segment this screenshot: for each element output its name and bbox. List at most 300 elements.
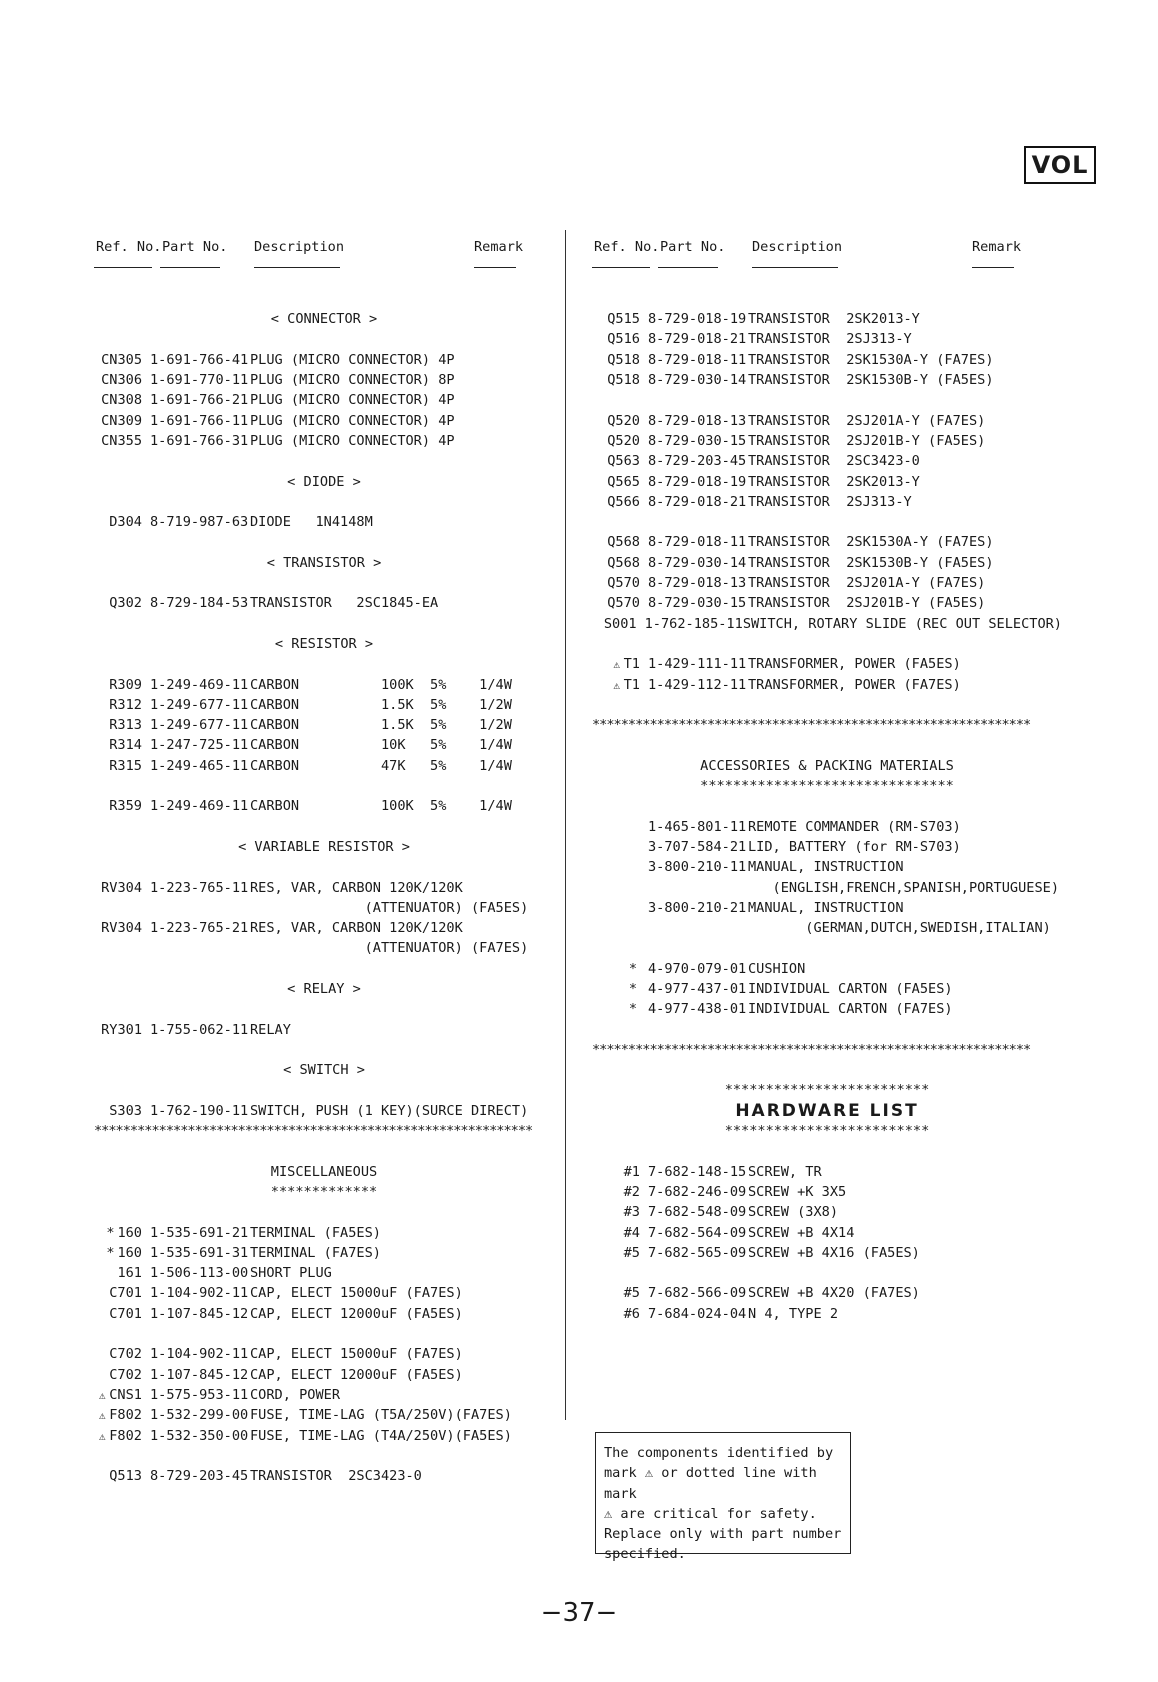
spacer — [94, 329, 554, 349]
part-no-cell: 1-755-062-11 — [150, 1021, 249, 1038]
header-description: Description — [752, 238, 843, 255]
part-row — [94, 1405, 554, 1425]
part-row — [592, 309, 1062, 329]
ref-no-text: R315 — [109, 757, 142, 774]
description-cell: TRANSFORMER, POWER (FA5ES) — [748, 656, 961, 673]
part-no-cell: 8-729-030-14 — [648, 372, 747, 389]
ref-no-cell — [592, 898, 648, 918]
part-row — [592, 898, 1062, 918]
part-row — [592, 1243, 1062, 1263]
ref-no-cell — [592, 1243, 648, 1263]
part-row — [592, 1182, 1062, 1202]
ref-no-cell — [592, 1283, 648, 1303]
section-heading: < DIODE > — [287, 473, 361, 490]
part-row — [94, 695, 554, 715]
ref-no-cell — [94, 1101, 150, 1121]
part-row — [94, 1223, 554, 1243]
part-no-cell: 8-729-030-15 — [648, 432, 747, 449]
ref-no-cell — [592, 959, 648, 979]
ref-no-text: #2 — [623, 1183, 640, 1200]
left-column — [94, 196, 554, 1527]
section-heading: MISCELLANEOUS — [270, 1163, 378, 1180]
header-remark: Remark — [474, 238, 524, 255]
section-heading: ACCESSORIES & PACKING MATERIALS — [700, 757, 954, 774]
section-heading: ************************* — [724, 1082, 930, 1099]
part-row — [592, 553, 1062, 573]
header-underline — [658, 267, 718, 268]
description-cell: TRANSISTOR 2SK2013-Y — [748, 311, 920, 328]
part-row — [94, 675, 554, 695]
spacer — [94, 614, 554, 634]
ref-no-cell — [94, 898, 150, 918]
part-row — [94, 1365, 554, 1385]
part-row — [94, 350, 554, 370]
description-cell: SWITCH, ROTARY SLIDE (REC OUT SELECTOR) — [742, 615, 1062, 632]
part-no-cell: 8-729-018-21 — [648, 493, 747, 510]
ref-no-text: R359 — [109, 798, 142, 815]
ref-no-cell — [592, 1182, 648, 1202]
part-row — [592, 1162, 1062, 1182]
ref-no-text: Q518 — [607, 351, 640, 368]
header-underline — [474, 267, 516, 268]
ref-no-text: #5 — [623, 1244, 640, 1261]
part-row — [94, 878, 554, 898]
spacer — [592, 938, 1062, 958]
part-row — [592, 918, 1062, 938]
part-row — [592, 817, 1062, 837]
ref-no-cell — [592, 614, 645, 634]
part-row — [592, 857, 1062, 877]
ref-no-cell — [592, 553, 648, 573]
spacer — [592, 695, 1062, 715]
part-no-cell: 8-729-018-13 — [648, 575, 747, 592]
description-cell: TRANSISTOR 2SK1530B-Y (FA5ES) — [748, 372, 994, 389]
section-heading: < TRANSISTOR > — [266, 554, 382, 571]
asterisk-separator: ************************************************************* — [592, 717, 1031, 734]
ref-no-text: #6 — [623, 1305, 640, 1322]
part-row — [592, 837, 1062, 857]
description-cell: PLUG (MICRO CONNECTOR) 4P — [250, 412, 455, 429]
part-row — [592, 999, 1062, 1019]
description-cell: TRANSISTOR 2SK1530A-Y (FA7ES) — [748, 351, 994, 368]
ref-no-cell — [94, 1466, 150, 1486]
description-cell: CARBON 47K 5% 1/4W — [250, 757, 512, 774]
safety-warning-icon: ⚠ — [98, 1429, 106, 1443]
part-no-cell — [648, 878, 748, 898]
part-no-cell: 1-249-469-11 — [150, 798, 249, 815]
section-heading: < VARIABLE RESISTOR > — [238, 838, 410, 855]
description-cell: CAP, ELECT 15000uF (FA7ES) — [250, 1285, 463, 1302]
part-no-cell: 1-223-765-11 — [150, 879, 249, 896]
part-no-cell: 3-800-210-11 — [648, 859, 747, 876]
ref-no-text: CN306 — [101, 372, 142, 389]
part-row — [592, 614, 1062, 634]
safety-note: The components identified by mark ⚠ or dotted line with mark ⚠ are critical for safety. Replace only with part number specified. — [595, 1432, 851, 1554]
description-cell: CARBON 10K 5% 1/4W — [250, 737, 512, 754]
part-no-cell: 8-729-018-19 — [648, 311, 747, 328]
column-divider — [565, 230, 566, 1420]
part-no-cell: 1-532-350-00 — [150, 1427, 249, 1444]
ref-no-text: CNS1 — [109, 1386, 142, 1403]
part-no-cell: 4-977-437-01 — [648, 980, 747, 997]
part-row — [592, 350, 1062, 370]
part-no-cell: 8-729-018-11 — [648, 534, 747, 551]
part-row — [94, 1283, 554, 1303]
part-no-cell: 1-104-902-11 — [150, 1285, 249, 1302]
description-cell: MANUAL, INSTRUCTION — [748, 899, 904, 916]
ref-no-text: C702 — [109, 1346, 142, 1363]
section-heading: < CONNECTOR > — [270, 311, 378, 328]
section-heading: ******************************* — [700, 778, 954, 795]
header-description: Description — [254, 238, 345, 255]
ref-no-cell — [94, 1283, 150, 1303]
part-no-cell: 1-247-725-11 — [150, 737, 249, 754]
description-cell: LID, BATTERY (for RM-S703) — [748, 838, 961, 855]
ref-no-cell — [94, 918, 150, 938]
ref-no-text: #3 — [623, 1204, 640, 1221]
part-no-cell: 1-104-902-11 — [150, 1346, 249, 1363]
part-row — [94, 898, 554, 918]
spacer — [592, 796, 1062, 816]
part-no-cell: 4-970-079-01 — [648, 960, 747, 977]
right-column-header — [592, 237, 1062, 269]
part-row — [592, 573, 1062, 593]
description-cell: (ENGLISH,FRENCH,SPANISH,PORTUGUESE) — [748, 879, 1059, 896]
part-row — [94, 512, 554, 532]
part-no-cell: 1-506-113-00 — [150, 1265, 249, 1282]
ref-no-text: Q570 — [607, 595, 640, 612]
description-cell: SCREW +B 4X16 (FA5ES) — [748, 1244, 920, 1261]
description-cell: TRANSISTOR 2SJ313-Y — [748, 331, 912, 348]
description-cell: (ATTENUATOR) (FA5ES) — [250, 899, 529, 916]
part-row — [94, 938, 554, 958]
part-no-cell: 1-691-770-11 — [150, 372, 249, 389]
part-no-cell: 8-729-184-53 — [150, 595, 249, 612]
header-underline — [94, 267, 152, 268]
ref-no-cell — [94, 512, 150, 532]
ref-no-text: R309 — [109, 676, 142, 693]
description-cell: INDIVIDUAL CARTON (FA7ES) — [748, 1001, 953, 1018]
description-cell: PLUG (MICRO CONNECTOR) 4P — [250, 392, 455, 409]
ref-no-cell — [94, 1405, 150, 1425]
spacer — [94, 1202, 554, 1222]
description-cell: RES, VAR, CARBON 120K/120K — [250, 920, 463, 937]
ref-no-cell — [94, 1020, 150, 1040]
ref-no-cell — [592, 918, 648, 938]
part-no-cell: 8-729-203-45 — [648, 453, 747, 470]
part-no-cell: 8-729-018-21 — [648, 331, 747, 348]
ref-no-text: Q516 — [607, 331, 640, 348]
description-cell: PLUG (MICRO CONNECTOR) 4P — [250, 432, 455, 449]
asterisk-mark: * — [628, 980, 638, 997]
description-cell: CARBON 100K 5% 1/4W — [250, 798, 512, 815]
header-underline — [254, 267, 340, 268]
description-cell: TRANSISTOR 2SC3423-0 — [748, 453, 920, 470]
ref-no-cell — [592, 451, 648, 471]
part-row — [94, 411, 554, 431]
ref-no-text: CN355 — [101, 432, 142, 449]
ref-no-text: RV304 — [101, 879, 142, 896]
part-no-cell: 7-684-024-04 — [648, 1305, 747, 1322]
ref-no-text: Q565 — [607, 473, 640, 490]
ref-no-text: 160 — [117, 1244, 142, 1261]
part-no-cell: 1-465-801-11 — [648, 818, 747, 835]
part-row — [592, 1223, 1062, 1243]
ref-no-cell — [94, 756, 150, 776]
ref-no-text: Q520 — [607, 412, 640, 429]
part-no-cell: 1-223-765-21 — [150, 920, 249, 937]
part-no-cell — [150, 938, 250, 958]
part-row — [94, 593, 554, 613]
ref-no-text: RY301 — [101, 1021, 142, 1038]
spacer — [592, 390, 1062, 410]
description-cell: CARBON 100K 5% 1/4W — [250, 676, 512, 693]
description-cell: SCREW +K 3X5 — [748, 1183, 847, 1200]
header-remark: Remark — [972, 238, 1022, 255]
header-underline — [592, 267, 650, 268]
part-row — [592, 329, 1062, 349]
ref-no-text: CN309 — [101, 412, 142, 429]
ref-no-cell — [592, 532, 648, 552]
ref-no-cell — [94, 1243, 150, 1263]
description-cell: PLUG (MICRO CONNECTOR) 4P — [250, 351, 455, 368]
part-no-cell: 8-729-030-14 — [648, 554, 747, 571]
description-cell: N 4, TYPE 2 — [748, 1305, 839, 1322]
part-no-cell: 3-707-584-21 — [648, 838, 747, 855]
section-heading: ************* — [270, 1183, 378, 1200]
asterisk-mark: * — [106, 1244, 115, 1261]
part-row — [592, 1304, 1062, 1324]
asterisk-mark: * — [106, 1224, 115, 1241]
safety-warning-icon: ⚠ — [613, 678, 620, 692]
part-no-cell: 1-762-185-11 — [644, 615, 743, 632]
part-no-cell: 7-682-148-15 — [648, 1163, 747, 1180]
description-cell: TRANSISTOR 2SJ201B-Y (FA5ES) — [748, 595, 986, 612]
ref-no-text: Q515 — [607, 311, 640, 328]
ref-no-cell — [592, 1202, 648, 1222]
spacer — [94, 1080, 554, 1100]
description-cell: TRANSISTOR 2SJ201A-Y (FA7ES) — [748, 412, 986, 429]
part-no-cell: 7-682-566-09 — [648, 1285, 747, 1302]
ref-no-text: S303 — [109, 1102, 142, 1119]
ref-no-text: T1 — [623, 656, 640, 673]
part-no-cell: 1-532-299-00 — [150, 1407, 249, 1424]
description-cell: TRANSISTOR 2SJ313-Y — [748, 493, 912, 510]
part-no-cell: 4-977-438-01 — [648, 1001, 747, 1018]
spacer — [94, 654, 554, 674]
description-cell: (ATTENUATOR) (FA7ES) — [250, 940, 529, 957]
ref-no-text: Q520 — [607, 432, 640, 449]
ref-no-cell — [94, 695, 150, 715]
section-heading: < RELAY > — [287, 980, 361, 997]
part-no-cell: 8-729-018-13 — [648, 412, 747, 429]
part-row — [592, 593, 1062, 613]
spacer — [94, 959, 554, 979]
part-row — [94, 370, 554, 390]
part-no-cell: 8-729-018-19 — [648, 473, 747, 490]
ref-no-text: C701 — [109, 1285, 142, 1302]
part-row — [592, 654, 1062, 674]
asterisk-mark: * — [628, 1001, 638, 1018]
part-row — [592, 451, 1062, 471]
description-cell: FUSE, TIME-LAG (T4A/250V)(FA5ES) — [250, 1427, 512, 1444]
part-row — [94, 735, 554, 755]
ref-no-text: 161 — [117, 1265, 142, 1282]
part-no-cell: 3-800-210-21 — [648, 899, 747, 916]
ref-no-text: C702 — [109, 1366, 142, 1383]
part-row — [592, 878, 1062, 898]
ref-no-text: S001 — [603, 615, 637, 632]
spacer — [592, 512, 1062, 532]
ref-no-cell — [592, 1162, 648, 1182]
part-no-cell: 1-575-953-11 — [150, 1386, 249, 1403]
header-underline — [160, 267, 220, 268]
part-no-cell — [150, 898, 250, 918]
spacer — [592, 1020, 1062, 1040]
description-cell: FUSE, TIME-LAG (T5A/250V)(FA7ES) — [250, 1407, 512, 1424]
ref-no-text: T1 — [623, 676, 640, 693]
part-row — [592, 370, 1062, 390]
ref-no-cell — [94, 1385, 150, 1405]
description-cell: (GERMAN,DUTCH,SWEDISH,ITALIAN) — [748, 920, 1051, 937]
part-no-cell: 7-682-564-09 — [648, 1224, 747, 1241]
ref-no-cell — [94, 878, 150, 898]
part-no-cell: 1-691-766-31 — [150, 432, 249, 449]
ref-no-cell — [592, 1223, 648, 1243]
part-no-cell: 1-691-766-41 — [150, 351, 249, 368]
safety-warning-icon: ⚠ — [98, 1388, 106, 1402]
part-no-cell: 7-682-246-09 — [648, 1183, 747, 1200]
ref-no-text: CN305 — [101, 351, 142, 368]
ref-no-cell — [94, 1223, 150, 1243]
part-no-cell: 1-535-691-31 — [150, 1244, 249, 1261]
part-row — [94, 756, 554, 776]
ref-no-cell — [94, 938, 150, 958]
description-cell: CAP, ELECT 12000uF (FA5ES) — [250, 1305, 463, 1322]
part-row — [94, 390, 554, 410]
description-cell: TERMINAL (FA7ES) — [250, 1244, 381, 1261]
ref-no-text: D304 — [109, 514, 142, 531]
ref-no-cell — [592, 999, 648, 1019]
ref-no-text: R312 — [109, 696, 142, 713]
part-no-cell: 1-107-845-12 — [150, 1305, 249, 1322]
description-cell: SCREW (3X8) — [748, 1204, 839, 1221]
part-no-cell: 1-762-190-11 — [150, 1102, 249, 1119]
left-column-header — [94, 237, 554, 269]
spacer — [94, 1324, 554, 1344]
part-no-cell: 1-691-766-11 — [150, 412, 249, 429]
part-row — [592, 675, 1062, 695]
ref-no-text: Q513 — [109, 1468, 142, 1485]
part-no-cell — [648, 918, 748, 938]
ref-no-text: CN308 — [101, 392, 142, 409]
description-cell: PLUG (MICRO CONNECTOR) 8P — [250, 372, 455, 389]
spacer — [592, 735, 1062, 755]
section-badge: VOL — [1024, 146, 1096, 184]
spacer — [592, 1263, 1062, 1283]
part-no-cell: 1-249-677-11 — [150, 717, 249, 734]
part-row — [592, 959, 1062, 979]
part-row — [94, 918, 554, 938]
ref-no-text: RV304 — [101, 920, 142, 937]
description-cell: CAP, ELECT 15000uF (FA7ES) — [250, 1346, 463, 1363]
part-row — [94, 1020, 554, 1040]
right-column — [592, 196, 1062, 1365]
ref-no-text: Q570 — [607, 575, 640, 592]
description-cell: MANUAL, INSTRUCTION — [748, 859, 904, 876]
ref-no-cell — [592, 573, 648, 593]
header-part-no: Part No. — [162, 238, 228, 255]
part-no-cell: 1-535-691-21 — [150, 1224, 249, 1241]
ref-no-text: #5 — [623, 1285, 640, 1302]
part-row — [94, 1101, 554, 1121]
ref-no-cell — [94, 1344, 150, 1364]
part-row — [94, 1385, 554, 1405]
part-row — [94, 431, 554, 451]
description-cell: SCREW +B 4X14 — [748, 1224, 855, 1241]
part-no-cell: 1-429-111-11 — [648, 656, 747, 673]
ref-no-text: R313 — [109, 717, 142, 734]
ref-no-cell — [94, 1263, 150, 1283]
ref-no-text: Q566 — [607, 493, 640, 510]
spacer — [94, 1040, 554, 1060]
description-cell: TRANSISTOR 2SK1530B-Y (FA5ES) — [748, 554, 994, 571]
part-no-cell: 1-249-469-11 — [150, 676, 249, 693]
spacer — [94, 857, 554, 877]
part-row — [94, 1344, 554, 1364]
spacer — [94, 532, 554, 552]
ref-no-cell — [592, 593, 648, 613]
part-row — [94, 1466, 554, 1486]
ref-no-cell — [94, 735, 150, 755]
spacer — [94, 451, 554, 471]
ref-no-cell — [592, 979, 648, 999]
ref-no-text: F802 — [109, 1407, 142, 1424]
spacer — [94, 776, 554, 796]
ref-no-text: Q568 — [607, 534, 640, 551]
ref-no-cell — [592, 817, 648, 837]
ref-no-text: #4 — [623, 1224, 640, 1241]
description-cell: RELAY — [250, 1021, 291, 1038]
part-row — [94, 1243, 554, 1263]
ref-no-text: Q563 — [607, 453, 640, 470]
ref-no-text: Q302 — [109, 595, 142, 612]
ref-no-text: Q568 — [607, 554, 640, 571]
part-no-cell: 1-249-677-11 — [150, 696, 249, 713]
part-row — [592, 472, 1062, 492]
part-row — [592, 1202, 1062, 1222]
spacer — [94, 999, 554, 1019]
spacer — [592, 1060, 1062, 1080]
ref-no-cell — [94, 1365, 150, 1385]
right-parts-list — [592, 309, 1062, 1324]
description-cell: DIODE 1N4148M — [250, 514, 373, 531]
part-no-cell: 1-249-465-11 — [150, 757, 249, 774]
description-cell: TRANSISTOR 2SC3423-0 — [250, 1468, 422, 1485]
description-cell: TRANSISTOR 2SC1845-EA — [250, 595, 439, 612]
description-cell: SCREW, TR — [748, 1163, 822, 1180]
description-cell: CARBON 1.5K 5% 1/2W — [250, 717, 512, 734]
part-row — [94, 1426, 554, 1446]
ref-no-text: R314 — [109, 737, 142, 754]
spacer — [94, 1141, 554, 1161]
description-cell: SCREW +B 4X20 (FA7ES) — [748, 1285, 920, 1302]
safety-warning-icon: ⚠ — [98, 1409, 106, 1423]
section-heading: < SWITCH > — [283, 1062, 365, 1079]
hardware-list-title: HARDWARE LIST — [735, 1100, 919, 1121]
part-row — [94, 715, 554, 735]
ref-no-text: C701 — [109, 1305, 142, 1322]
